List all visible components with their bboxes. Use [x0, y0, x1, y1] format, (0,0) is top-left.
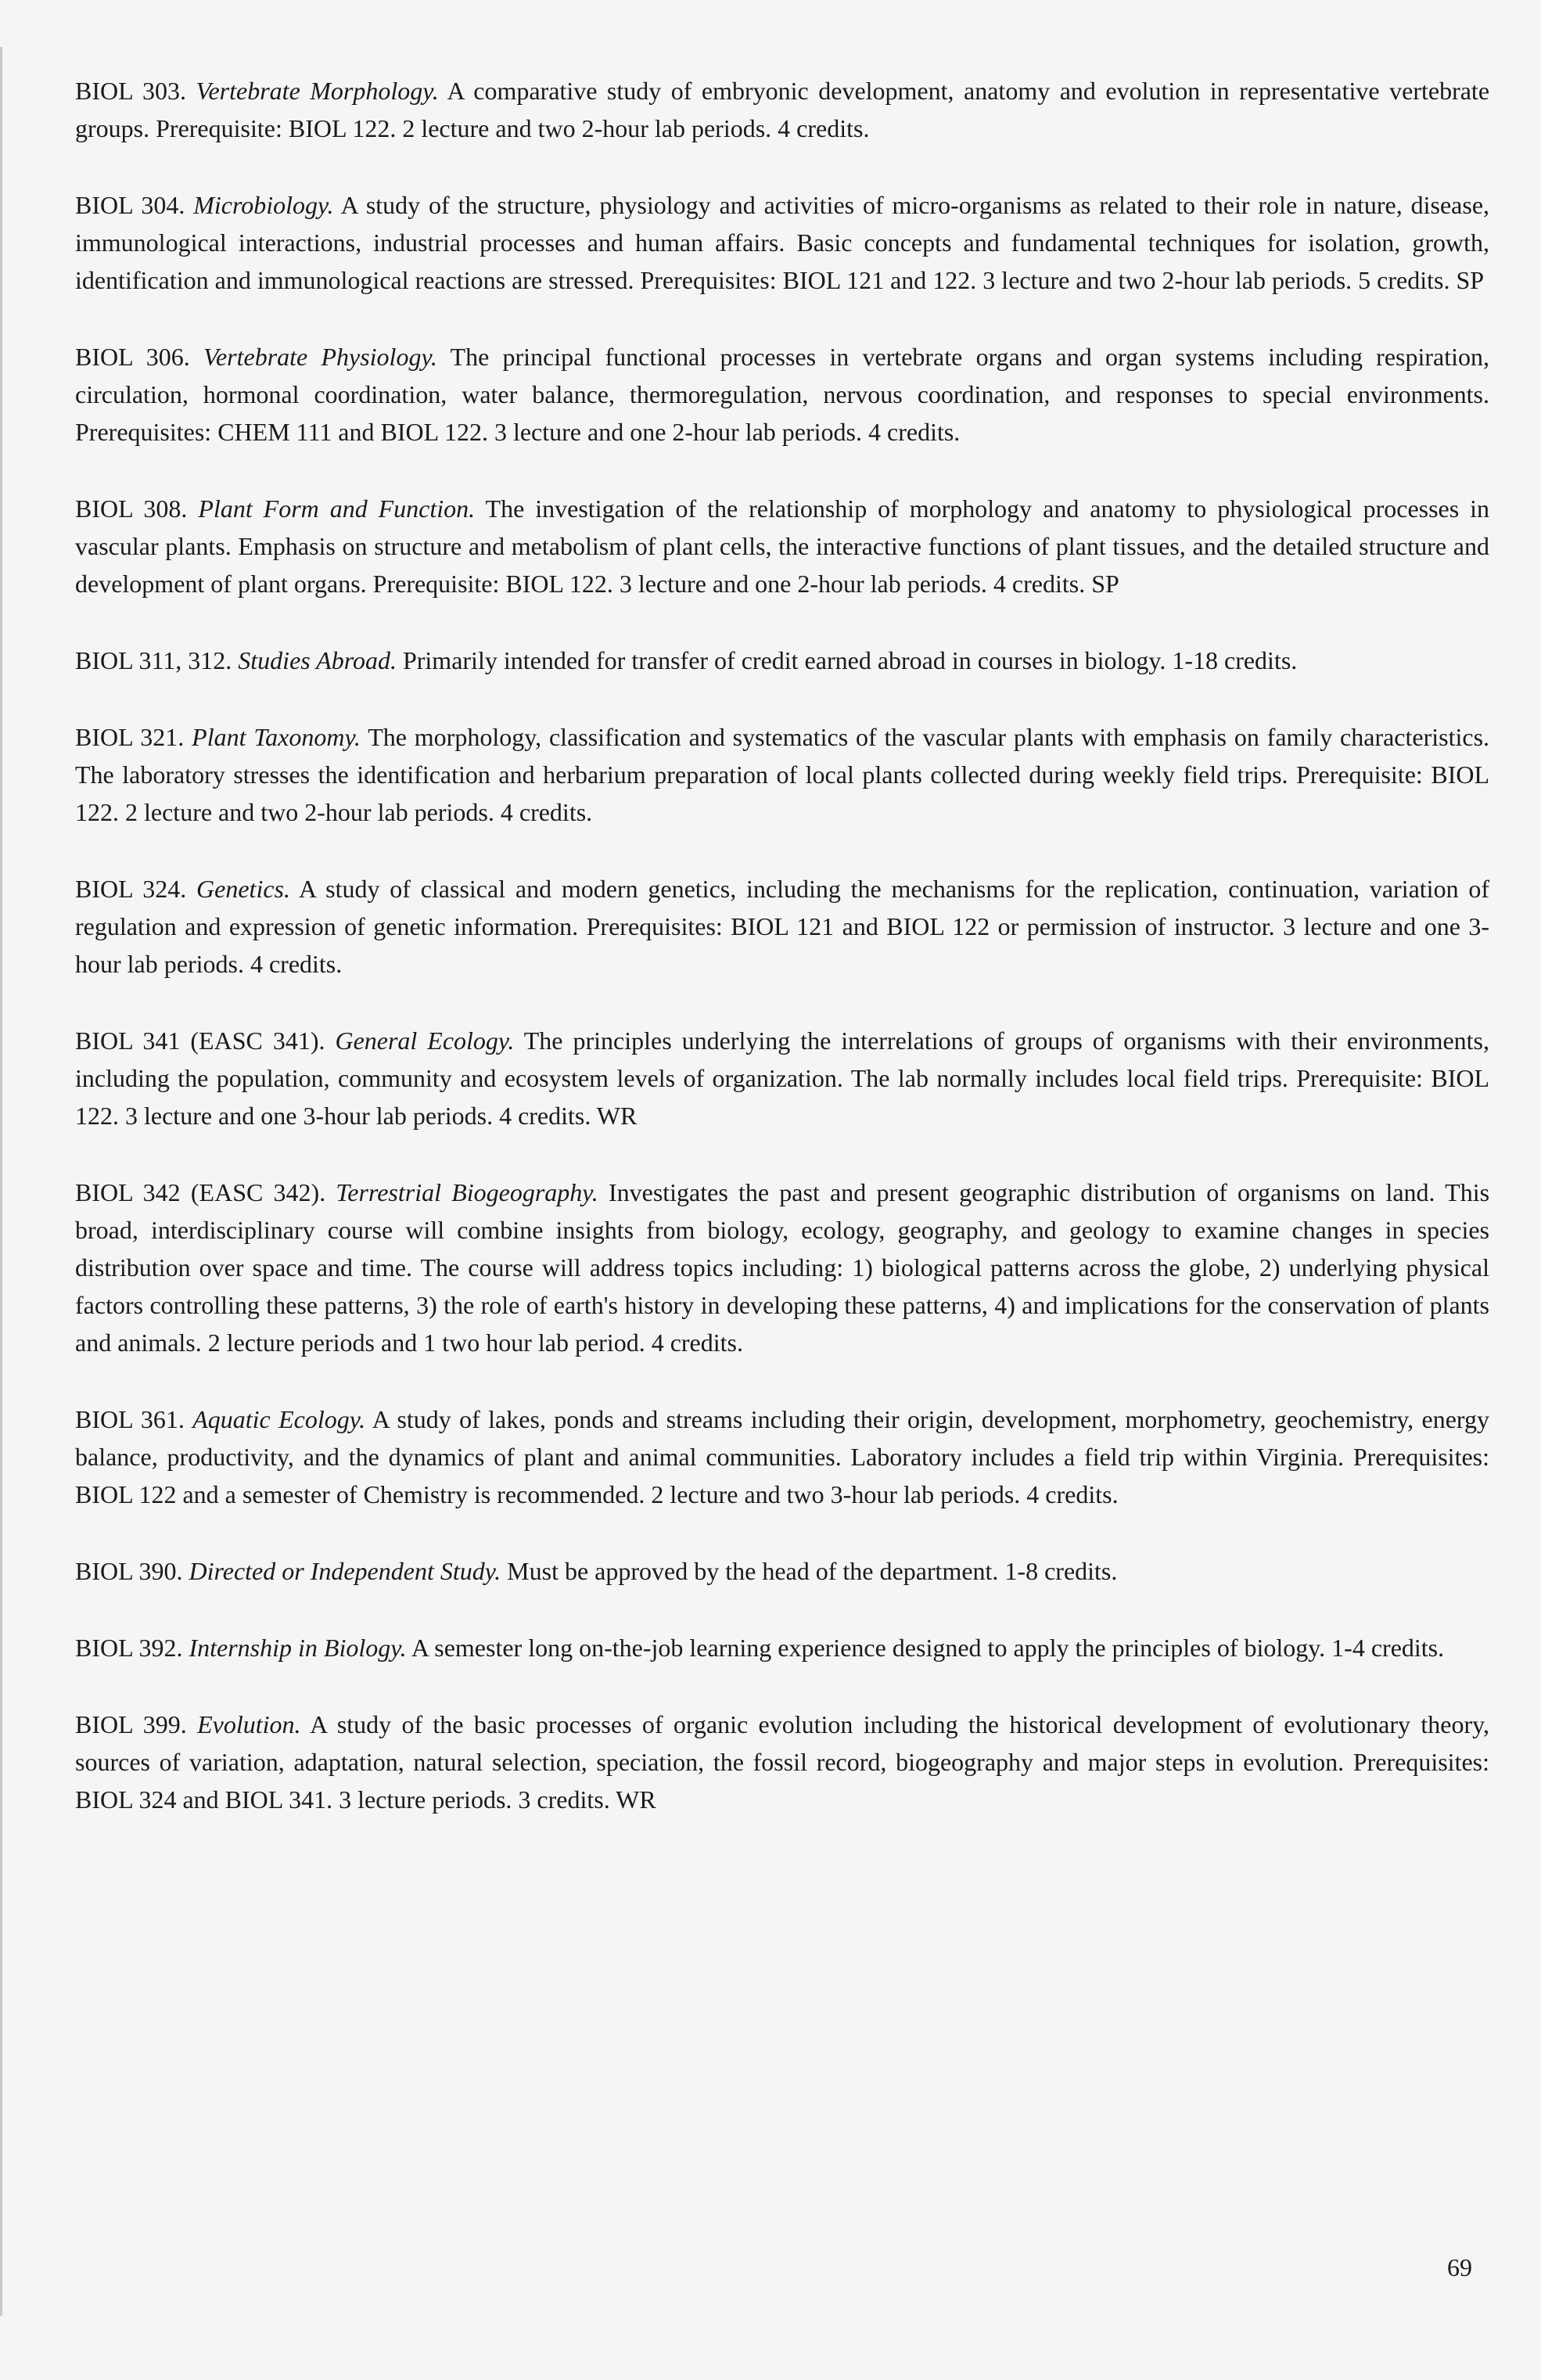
course-title: Microbiology.	[193, 191, 334, 219]
course-entry-biol-308	[75, 490, 1489, 602]
course-code: BIOL 342 (EASC 342).	[75, 1178, 326, 1206]
course-code: BIOL 311, 312.	[75, 646, 232, 674]
course-description: Investigates the past and present geographic distribution of organisms on land. This broad, interdisciplinary course will combine insights from biology, ecology, geography, and geology to examine changes in species distribution over space and time. The course will address topics including: 1) biological patterns across the globe, 2) underlying physical factors controlling these patterns, 3) the role of earth's history in developing these patterns, 4) and implications for the conservation of plants and animals. 2 lecture periods and 1 two hour lab period. 4 credits.	[75, 1178, 1490, 1357]
course-description: The principles underlying the interrelations of groups of organisms with their environments, including the population, community and ecosystem levels of organization. The lab normally includes local field trips. Prerequisite: BIOL 122. 3 lecture and one 3-hour lab periods. 4 credits. WR	[75, 1026, 1490, 1130]
course-code: BIOL 308.	[75, 494, 188, 523]
course-entry-biol-361	[75, 1400, 1489, 1513]
course-description: Must be approved by the head of the department. 1-8 credits.	[507, 1557, 1118, 1585]
course-title: Evolution.	[197, 1710, 301, 1738]
course-title: Terrestrial Biogeography.	[336, 1178, 598, 1206]
course-title: Directed or Independent Study.	[189, 1557, 501, 1585]
course-description: The morphology, classification and systematics of the vascular plants with emphasis on family characteristics. The laboratory stresses the identification and herbarium preparation of local plants collected during weekly field trips. Prerequisite: BIOL 122. 2 lecture and two 2-hour lab periods. 4 credits.	[75, 723, 1490, 826]
course-entry-biol-341	[75, 1022, 1489, 1134]
course-entry-biol-324	[75, 870, 1489, 983]
course-title: Plant Taxonomy.	[192, 723, 361, 751]
course-entry-biol-321	[75, 718, 1489, 831]
binding-edge-mark	[0, 47, 2, 2316]
course-description: The principal functional processes in vertebrate organs and organ systems including respiration, circulation, hormonal coordination, water balance, thermoregulation, nervous coordination, and responses to special environments. Prerequisites: CHEM 111 and BIOL 122. 3 lecture and one 2-hour lab periods. 4 credits.	[75, 343, 1490, 446]
course-entry-biol-399	[75, 1706, 1489, 1818]
course-description: A semester long on-the-job learning experience designed to apply the principles of biology. 1-4 credits.	[411, 1634, 1445, 1662]
course-title: Vertebrate Physiology.	[203, 343, 437, 371]
page-number: 69	[1447, 2253, 1472, 2281]
course-code: BIOL 341 (EASC 341).	[75, 1026, 325, 1055]
course-description: A study of the structure, physiology and activities of micro-organisms as related to their role in nature, disease, immunological interactions, industrial processes and human affairs. Basic concepts and fundamental techniques for isolation, growth, identification and immunological reactions are stressed. Prerequisites: BIOL 121 and 122. 3 lecture and two 2-hour lab periods. 5 credits. SP	[75, 191, 1490, 294]
course-title: Internship in Biology.	[189, 1634, 407, 1662]
course-entry-biol-390	[75, 1552, 1489, 1590]
course-code: BIOL 399.	[75, 1710, 187, 1738]
course-code: BIOL 304.	[75, 191, 185, 219]
course-code: BIOL 303.	[75, 77, 186, 105]
course-code: BIOL 324.	[75, 875, 187, 903]
course-description: A study of classical and modern genetics, including the mechanisms for the replication, continuation, variation of regulation and expression of genetic information. Prerequisites: BIOL 121 and BIOL 122 or permission of instructor. 3 lecture and one 3-hour lab periods. 4 credits.	[75, 875, 1489, 978]
course-title: Studies Abroad.	[238, 646, 397, 674]
course-entry-biol-311-312	[75, 642, 1489, 679]
course-title: Plant Form and Function.	[198, 494, 476, 523]
course-description: A study of the basic processes of organic evolution including the historical development of evolutionary theory, sources of variation, adaptation, natural selection, speciation, the fossil record, biogeography and major steps in evolution. Prerequisites: BIOL 324 and BIOL 341. 3 lecture periods. 3 credits. WR	[75, 1710, 1490, 1814]
course-description: A comparative study of embryonic development, anatomy and evolution in representative vertebrate groups. Prerequisite: BIOL 122. 2 lecture and two 2-hour lab periods. 4 credits.	[75, 77, 1490, 142]
course-code: BIOL 390.	[75, 1557, 183, 1585]
course-title: General Ecology.	[335, 1026, 515, 1055]
course-code: BIOL 321.	[75, 723, 185, 751]
course-entry-biol-304	[75, 186, 1489, 299]
course-catalog-page	[75, 72, 1489, 1857]
course-title: Genetics.	[196, 875, 290, 903]
course-title: Vertebrate Morphology.	[196, 77, 439, 105]
course-entry-biol-342	[75, 1174, 1489, 1361]
course-entry-biol-392	[75, 1629, 1489, 1666]
course-code: BIOL 306.	[75, 343, 190, 371]
course-code: BIOL 392.	[75, 1634, 183, 1662]
course-title: Aquatic Ecology.	[192, 1405, 366, 1433]
course-entry-biol-306	[75, 338, 1489, 451]
course-description: Primarily intended for transfer of credit earned abroad in courses in biology. 1-18 credits.	[402, 646, 1298, 674]
course-entry-biol-303	[75, 72, 1489, 147]
course-description: The investigation of the relationship of morphology and anatomy to physiological processes in vascular plants. Emphasis on structure and metabolism of plant cells, the interactive functions of plant tissues, and the detailed structure and development of plant organs. Prerequisite: BIOL 122. 3 lecture and one 2-hour lab periods. 4 credits. SP	[75, 494, 1490, 598]
course-description: A study of lakes, ponds and streams including their origin, development, morphometry, geochemistry, energy balance, productivity, and the dynamics of plant and animal communities. Laboratory includes a field trip within Virginia. Prerequisites: BIOL 122 and a semester of Chemistry is recommended. 2 lecture and two 3-hour lab periods. 4 credits.	[75, 1405, 1490, 1508]
course-code: BIOL 361.	[75, 1405, 185, 1433]
